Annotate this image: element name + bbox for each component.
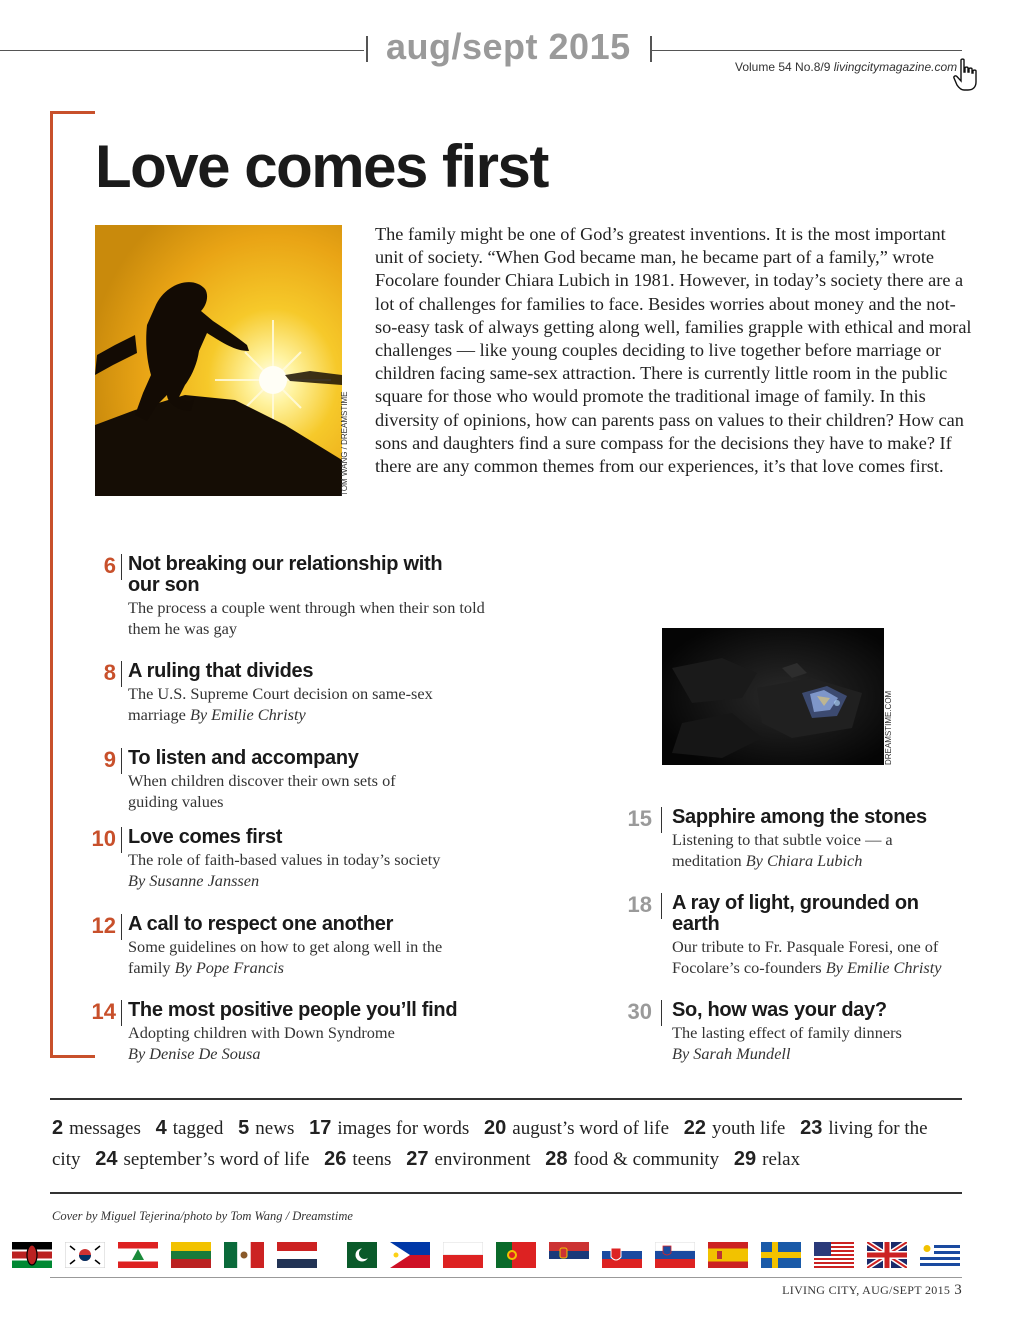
toc-divider [121, 827, 122, 853]
department-item[interactable]: 2 messages [52, 1117, 141, 1139]
toc-description: Adopting children with Down Syndrome By Denise De Sousa [128, 1023, 395, 1063]
serbia-flag-icon [549, 1242, 589, 1268]
pakistan-flag-icon [337, 1242, 377, 1268]
toc-description: The role of faith-based values in today’s society By Susanne Janssen [128, 850, 441, 890]
footer-publication: LIVING CITY, AUG/SEPT 2015 [782, 1283, 951, 1297]
toc-page-number: 15 [627, 806, 652, 831]
issue-date: aug/sept 2015 [386, 26, 631, 67]
poland-flag-icon [443, 1242, 483, 1268]
toc-divider [121, 748, 122, 774]
toc-title: So, how was your day? [672, 999, 887, 1021]
toc-divider [661, 893, 662, 919]
cover-credit: Cover by Miguel Tejerina/photo by Tom Wang / Dreamstime [52, 1209, 353, 1223]
toc-divider [121, 1000, 122, 1026]
header-rule-right [652, 50, 962, 51]
volume-number: Volume 54 No.8/9 [735, 60, 831, 74]
feature-intro: The family might be one of God’s greatest inventions. It is the most important unit of society. “When God became man, he became part of a family,” wrote Focolare founder Chiara Lubich in 1981. However, in today’s society there are a lot of challenges for families to face. Besides worries about money and the not-so-easy task of always getting along well, families grapple with ethical and moral challenges — like young couples deciding to live together before marriage or children facing same-sex attraction. There is currently little room in the public square for those who would promote the traditional image of family. In this diversity of opinions, how can parents pass on values to their children? How can sons and daughters find a sure compass for the decisions they have to make? If there are any common themes from our experiences, it’s that love comes first. [375, 224, 972, 477]
feature-title: Love comes first [95, 133, 548, 200]
toc-title: To listen and accompany [128, 747, 359, 769]
toc-description: The U.S. Supreme Court decision on same-sex marriage By Emilie Christy [128, 684, 433, 724]
departments-list [52, 1113, 962, 1175]
toc-byline: By Emilie Christy [189, 704, 306, 724]
department-item[interactable]: 29 relax [733, 1148, 801, 1170]
toc-title: Not breaking our relationship with our son [128, 553, 443, 596]
feature-photo-credit: TOM WANG / DREAMSTIME [340, 391, 349, 496]
toc-title: Love comes first [128, 826, 283, 848]
united-kingdom-flag-icon [867, 1242, 907, 1268]
toc-description: The process a couple went through when their son told them he was gay [128, 598, 485, 638]
header-rule-left [0, 50, 364, 51]
department-item[interactable]: 26 teens [324, 1148, 392, 1170]
department-item[interactable]: 4 tagged [155, 1117, 224, 1139]
toc-page-number: 8 [103, 660, 116, 685]
lebanon-flag-icon [118, 1242, 158, 1268]
departments-rule-top [50, 1098, 962, 1100]
south-korea-flag-icon [65, 1242, 105, 1268]
toc-description: The lasting effect of family dinners By Sarah Mundell [672, 1023, 902, 1063]
toc-byline: By Susanne Janssen [128, 870, 260, 890]
department-item[interactable]: 22 youth life [683, 1117, 786, 1139]
header-tick-left [366, 36, 368, 62]
toc-divider [121, 554, 122, 580]
toc-divider [121, 661, 122, 687]
toc-page-number: 18 [627, 892, 652, 917]
department-item[interactable]: 23 living for the city [52, 1117, 928, 1170]
volume-line [735, 60, 957, 74]
toc-title: The most positive people you’ll find [128, 999, 458, 1021]
toc-description: When children discover their own sets of guiding values [128, 771, 396, 811]
toc-byline: By Pope Francis [174, 957, 284, 977]
toc-byline: By Denise De Sousa [128, 1043, 261, 1063]
hand-pointer-icon [953, 58, 979, 92]
toc-byline: By Sarah Mundell [672, 1043, 791, 1063]
toc-byline: By Chiara Lubich [745, 850, 863, 870]
slovakia-flag-icon [602, 1242, 642, 1268]
toc-divider [121, 914, 122, 940]
departments-rule-bottom [50, 1192, 962, 1194]
sweden-flag-icon [761, 1242, 801, 1268]
toc-title: A call to respect one another [128, 913, 394, 935]
sapphire-photo-credit: DREAMSTIME.COM [884, 690, 893, 765]
flags-row [12, 1242, 962, 1269]
toc-byline: By Emilie Christy [825, 957, 942, 977]
uruguay-flag-icon [920, 1242, 960, 1268]
department-item[interactable]: 17 images for words [309, 1117, 470, 1139]
page-number: 3 [954, 1282, 962, 1298]
portugal-flag-icon [496, 1242, 536, 1268]
department-item[interactable]: 24 september’s word of life [95, 1148, 310, 1170]
sapphire-photo [662, 628, 884, 765]
toc-divider [661, 807, 662, 833]
toc-page-number: 6 [103, 553, 116, 578]
lithuania-flag-icon [171, 1242, 211, 1268]
header-tick-right [650, 36, 652, 62]
toc-page-number: 10 [91, 826, 116, 851]
page-footer [782, 1282, 962, 1299]
united-states-flag-icon [814, 1242, 854, 1268]
department-item[interactable]: 27 environment [406, 1148, 531, 1170]
mexico-flag-icon [224, 1242, 264, 1268]
department-item[interactable]: 28 food & community [545, 1148, 720, 1170]
netherlands-flag-icon [277, 1242, 317, 1268]
feature-photo [95, 225, 342, 496]
toc-description: Listening to that subtle voice — a meditation By Chiara Lubich [672, 830, 893, 870]
philippines-flag-icon [390, 1242, 430, 1268]
toc-page-number: 12 [91, 913, 116, 938]
toc-page-number: 9 [103, 747, 116, 772]
spain-flag-icon [708, 1242, 748, 1268]
toc-title: Sapphire among the stones [672, 806, 927, 828]
slovenia-flag-icon [655, 1242, 695, 1268]
toc-page-number: 14 [91, 999, 116, 1024]
toc-page-number: 30 [627, 999, 652, 1024]
toc-divider [661, 1000, 662, 1026]
website-link[interactable]: livingcitymagazine.com [833, 60, 958, 74]
toc-description: Our tribute to Fr. Pasquale Foresi, one of Focolare’s co-founders By Emilie Christy [672, 937, 942, 977]
footer-rule [50, 1277, 962, 1278]
toc-description: Some guidelines on how to get along well in the family By Pope Francis [128, 937, 443, 977]
toc-title: A ray of light, grounded on earth [672, 892, 919, 935]
kenya-flag-icon [12, 1242, 52, 1268]
department-item[interactable]: 20 august’s word of life [484, 1117, 670, 1139]
toc-title: A ruling that divides [128, 660, 314, 682]
department-item[interactable]: 5 news [238, 1117, 295, 1139]
